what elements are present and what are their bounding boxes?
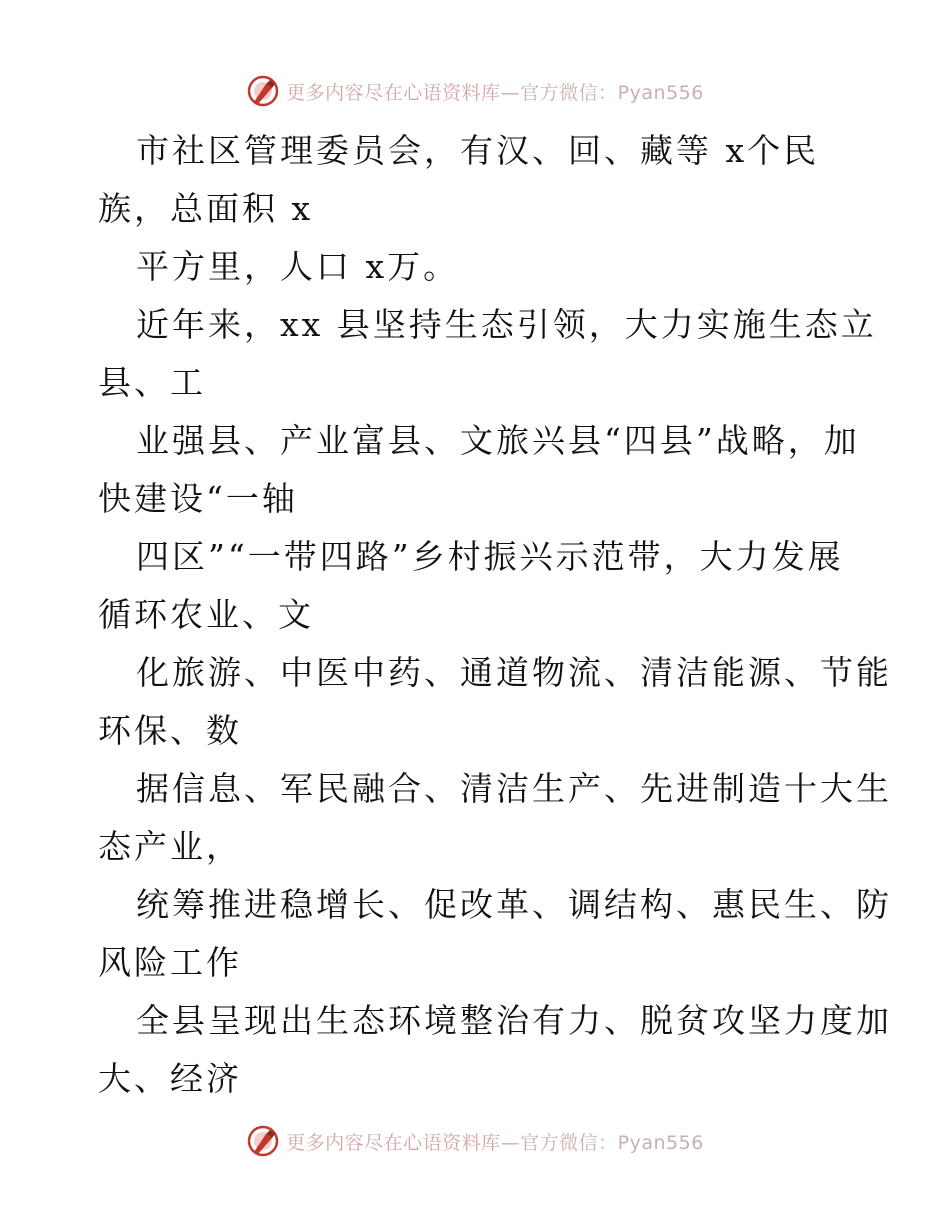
body-line: 市社区管理委员会，有汉、回、藏等 x个民 (136, 131, 820, 170)
document-body (98, 122, 892, 1108)
header-banner-title: 更多内容尽在心语资料库 (286, 81, 501, 104)
body-line: 近年来，xx 县坚持生态引领，大力实施生态立 (136, 305, 877, 344)
body-line: 县、工 (98, 363, 206, 402)
header-banner-text (286, 78, 704, 105)
body-line: 统筹推进稳增长、促改革、调结构、惠民生、防 (136, 885, 892, 924)
body-line: 化旅游、中医中药、通道物流、清洁能源、节能 (136, 653, 892, 692)
footer-banner-separator: — (500, 1131, 521, 1154)
body-line: 据信息、军民融合、清洁生产、先进制造十大生 (136, 769, 892, 808)
body-line: 大、经济 (98, 1059, 242, 1098)
body-line: 平方里，人口 x万。 (136, 247, 460, 286)
header-watermark-banner (0, 71, 950, 111)
footer-banner-contact: 官方微信：Pyan556 (520, 1131, 704, 1154)
header-banner-separator: — (500, 81, 521, 104)
body-line: 环保、数 (98, 711, 242, 750)
body-line: 全县呈现出生态环境整治有力、脱贫攻坚力度加 (136, 1001, 892, 1040)
body-line: 循环农业、文 (98, 595, 314, 634)
pen-nib-logo-icon (246, 1124, 280, 1158)
footer-banner-text (286, 1128, 704, 1155)
footer-watermark-banner (0, 1121, 950, 1161)
body-line: 族，总面积 x (98, 189, 314, 228)
footer-banner-title: 更多内容尽在心语资料库 (286, 1131, 501, 1154)
body-line: 态产业， (98, 827, 242, 866)
header-banner-contact: 官方微信：Pyan556 (520, 81, 704, 104)
pen-nib-logo-icon (246, 74, 280, 108)
body-line: 快建设“一轴 (98, 479, 298, 518)
body-line: 风险工作 (98, 943, 242, 982)
body-line: 业强县、产业富县、文旅兴县“四县”战略，加 (136, 421, 860, 460)
body-line: 四区”“一带四路”乡村振兴示范带，大力发展 (136, 537, 844, 576)
